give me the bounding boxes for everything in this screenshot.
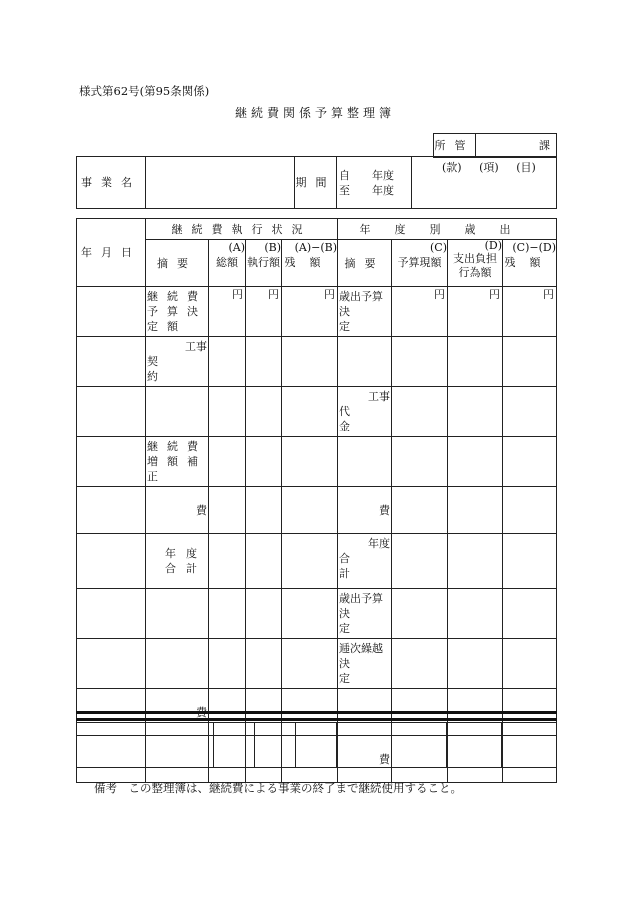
tekiyo-text: 予算決定額 bbox=[147, 305, 207, 333]
balance-cd-cell[interactable] bbox=[503, 487, 557, 534]
current-budget-cell[interactable] bbox=[392, 639, 448, 689]
left-tekiyo-cell[interactable] bbox=[146, 534, 209, 589]
balance-ab-header bbox=[282, 240, 338, 287]
balance-ab-cell[interactable] bbox=[282, 337, 338, 387]
right-tekiyo-cell[interactable] bbox=[338, 437, 392, 487]
tekiyo-text: 増額補正 bbox=[147, 455, 207, 483]
bottom-cell[interactable] bbox=[296, 723, 337, 768]
tekiyo-text: 継続費 bbox=[147, 440, 207, 453]
executed-cell[interactable] bbox=[246, 487, 282, 534]
tekiyo-text: 歳出予算 bbox=[339, 592, 383, 605]
period-value[interactable] bbox=[337, 157, 412, 209]
total-header bbox=[209, 240, 246, 287]
date-cell[interactable] bbox=[77, 487, 146, 534]
date-cell[interactable] bbox=[77, 639, 146, 689]
annual-expenditure-header: 年度別歳出 bbox=[338, 219, 557, 240]
obligation-cell[interactable] bbox=[448, 534, 503, 589]
balance-ab-cell[interactable] bbox=[282, 589, 338, 639]
double-rule-top bbox=[76, 711, 557, 714]
left-tekiyo-header: 摘要 bbox=[146, 240, 209, 287]
right-tekiyo-cell[interactable] bbox=[338, 487, 392, 534]
tekiyo-text: 代金 bbox=[339, 405, 380, 433]
tekiyo-text: 決定 bbox=[339, 305, 380, 333]
bottom-cell[interactable] bbox=[337, 723, 392, 768]
balance-cd-cell[interactable] bbox=[503, 387, 557, 437]
executed-cell[interactable] bbox=[246, 387, 282, 437]
balance-ab-cell[interactable] bbox=[282, 534, 338, 589]
table-row bbox=[77, 287, 557, 337]
total-cell[interactable] bbox=[209, 589, 246, 639]
bottom-cell[interactable] bbox=[255, 723, 296, 768]
total-cell[interactable] bbox=[209, 639, 246, 689]
date-cell[interactable] bbox=[77, 437, 146, 487]
ledger-body bbox=[77, 287, 557, 783]
tekiyo-text: 費 bbox=[379, 503, 390, 517]
executed-header bbox=[246, 240, 282, 287]
balance-ab-cell[interactable] bbox=[282, 437, 338, 487]
date-cell[interactable] bbox=[77, 337, 146, 387]
table-row bbox=[77, 437, 557, 487]
budget-category-cell[interactable] bbox=[412, 157, 557, 209]
ledger-table bbox=[76, 218, 557, 783]
balance-cd-cell[interactable] bbox=[503, 437, 557, 487]
execution-status-header: 継続費執行状況 bbox=[146, 219, 338, 240]
period-from-year: 年度 bbox=[372, 168, 394, 182]
balance-ab-cell[interactable] bbox=[282, 287, 338, 337]
obligation-cell[interactable] bbox=[448, 387, 503, 437]
left-tekiyo-cell[interactable] bbox=[146, 487, 209, 534]
right-tekiyo-cell[interactable] bbox=[338, 387, 392, 437]
tekiyo-text: 工事 bbox=[185, 340, 207, 353]
shokan-unit: 課 bbox=[476, 134, 557, 158]
left-tekiyo-cell[interactable] bbox=[146, 337, 209, 387]
tekiyo-text: 決定 bbox=[339, 657, 380, 685]
executed-cell[interactable] bbox=[246, 639, 282, 689]
right-tekiyo-cell[interactable] bbox=[338, 287, 392, 337]
total-cell[interactable] bbox=[209, 534, 246, 589]
current-budget-header bbox=[392, 240, 448, 287]
table-row bbox=[77, 589, 557, 639]
total-cell[interactable] bbox=[209, 437, 246, 487]
executed-cell[interactable] bbox=[246, 534, 282, 589]
current-budget-cell[interactable] bbox=[392, 589, 448, 639]
right-tekiyo-cell[interactable] bbox=[338, 639, 392, 689]
date-cell[interactable] bbox=[77, 534, 146, 589]
date-header: 年月日 bbox=[77, 219, 146, 287]
balance-cd-mark: (C)−(D) bbox=[512, 241, 556, 254]
project-info-table bbox=[76, 156, 557, 209]
current-budget-mark: (C) bbox=[430, 241, 447, 254]
current-budget-cell[interactable] bbox=[392, 287, 448, 337]
left-tekiyo-cell[interactable] bbox=[146, 589, 209, 639]
table-row bbox=[77, 487, 557, 534]
current-budget-cell[interactable] bbox=[392, 387, 448, 437]
bottom-cell[interactable] bbox=[447, 723, 502, 768]
yen-unit: 円 bbox=[268, 288, 279, 301]
current-budget-label: 予算現額 bbox=[397, 256, 442, 269]
obligation-cell[interactable] bbox=[448, 639, 503, 689]
executed-cell[interactable] bbox=[246, 589, 282, 639]
obligation-cell[interactable] bbox=[448, 487, 503, 534]
total-cell[interactable] bbox=[209, 387, 246, 437]
project-name-label: 事業名 bbox=[77, 157, 146, 209]
bottom-cell[interactable] bbox=[77, 723, 146, 768]
date-cell[interactable] bbox=[77, 387, 146, 437]
kan-label: (款) bbox=[442, 161, 462, 174]
tekiyo-text: 年度 bbox=[368, 537, 390, 550]
balance-cd-cell[interactable] bbox=[503, 287, 557, 337]
document-title: 継続費関係予算整理簿 bbox=[234, 106, 395, 120]
balance-ab-cell[interactable] bbox=[282, 639, 338, 689]
table-row bbox=[77, 639, 557, 689]
tekiyo-text: 合計 bbox=[339, 552, 380, 580]
double-rule-bottom bbox=[76, 718, 557, 721]
executed-cell[interactable] bbox=[246, 287, 282, 337]
table-row bbox=[77, 337, 557, 387]
moku-label: (目) bbox=[516, 161, 536, 174]
kou-label: (項) bbox=[479, 161, 499, 174]
tekiyo-text: 費 bbox=[379, 752, 390, 766]
left-tekiyo-cell[interactable] bbox=[146, 287, 209, 337]
balance-ab-cell[interactable] bbox=[282, 387, 338, 437]
period-from-label: 自 bbox=[339, 168, 350, 182]
total-cell[interactable] bbox=[209, 337, 246, 387]
executed-label: 執行額 bbox=[247, 256, 280, 269]
total-mark: (A) bbox=[228, 241, 245, 254]
bottom-cell[interactable] bbox=[502, 723, 557, 768]
tekiyo-text: 契約 bbox=[147, 355, 196, 383]
yen-unit: 円 bbox=[543, 288, 554, 301]
tekiyo-text: 決定 bbox=[339, 607, 380, 635]
tekiyo-text: 費 bbox=[196, 503, 207, 517]
period-to-year: 年度 bbox=[372, 183, 394, 197]
remarks-note: 備考 この整理簿は、継続費による事業の終了まで継続使用すること。 bbox=[94, 781, 462, 795]
obligation-label-1: 支出負担 bbox=[453, 252, 497, 265]
executed-cell[interactable] bbox=[246, 337, 282, 387]
tekiyo-text: 工事 bbox=[368, 390, 390, 403]
balance-cd-cell[interactable] bbox=[503, 534, 557, 589]
obligation-mark: (D) bbox=[484, 239, 502, 252]
obligation-cell[interactable] bbox=[448, 437, 503, 487]
obligation-cell[interactable] bbox=[448, 287, 503, 337]
current-budget-cell[interactable] bbox=[392, 487, 448, 534]
tekiyo-text: 継続費 bbox=[147, 290, 207, 303]
shokan-box bbox=[433, 133, 557, 158]
balance-cd-cell[interactable] bbox=[503, 639, 557, 689]
balance-cd-label: 残額 bbox=[504, 256, 555, 269]
right-tekiyo-cell[interactable] bbox=[338, 534, 392, 589]
balance-cd-cell[interactable] bbox=[503, 337, 557, 387]
balance-ab-label: 残額 bbox=[284, 256, 335, 269]
tekiyo-text: 歳出予算 bbox=[339, 290, 383, 303]
current-budget-cell[interactable] bbox=[392, 534, 448, 589]
current-budget-cell[interactable] bbox=[392, 437, 448, 487]
right-tekiyo-header: 摘要 bbox=[338, 240, 392, 287]
tekiyo-text: 逓次繰越 bbox=[339, 642, 383, 655]
obligation-cell[interactable] bbox=[448, 337, 503, 387]
obligation-header bbox=[448, 240, 503, 287]
left-tekiyo-cell[interactable] bbox=[146, 387, 209, 437]
executed-cell[interactable] bbox=[246, 437, 282, 487]
table-row bbox=[77, 534, 557, 589]
balance-cd-cell[interactable] bbox=[503, 589, 557, 639]
total-cell[interactable] bbox=[209, 487, 246, 534]
yen-unit: 円 bbox=[434, 288, 445, 301]
table-row bbox=[77, 387, 557, 437]
total-cell[interactable] bbox=[209, 287, 246, 337]
shokan-label: 所管 bbox=[434, 134, 476, 158]
current-budget-cell[interactable] bbox=[392, 337, 448, 387]
left-tekiyo-cell[interactable] bbox=[146, 639, 209, 689]
executed-mark: (B) bbox=[264, 241, 281, 254]
period-to-label: 至 bbox=[339, 183, 350, 197]
obligation-label-2: 行為額 bbox=[458, 266, 492, 279]
balance-ab-cell[interactable] bbox=[282, 487, 338, 534]
bottom-cell[interactable] bbox=[392, 723, 447, 768]
date-cell[interactable] bbox=[77, 589, 146, 639]
bottom-cell[interactable] bbox=[214, 723, 255, 768]
tekiyo-text bbox=[147, 576, 207, 586]
form-number: 様式第62号(第95条関係) bbox=[79, 84, 210, 98]
tekiyo-text: 年度合計 bbox=[165, 547, 207, 575]
balance-ab-mark: (A)−(B) bbox=[294, 241, 337, 254]
yen-unit: 円 bbox=[489, 288, 500, 301]
right-tekiyo-cell[interactable] bbox=[338, 337, 392, 387]
period-label: 期間 bbox=[295, 157, 337, 209]
yen-unit: 円 bbox=[324, 288, 335, 301]
date-cell[interactable] bbox=[77, 287, 146, 337]
balance-cd-header bbox=[503, 240, 557, 287]
project-name-value[interactable] bbox=[146, 157, 295, 209]
obligation-cell[interactable] bbox=[448, 589, 503, 639]
carryover-row-table bbox=[76, 722, 557, 768]
total-label: 総額 bbox=[216, 256, 238, 269]
right-tekiyo-cell[interactable] bbox=[338, 589, 392, 639]
yen-unit: 円 bbox=[232, 288, 243, 301]
bottom-cell[interactable] bbox=[146, 723, 214, 768]
left-tekiyo-cell[interactable] bbox=[146, 437, 209, 487]
